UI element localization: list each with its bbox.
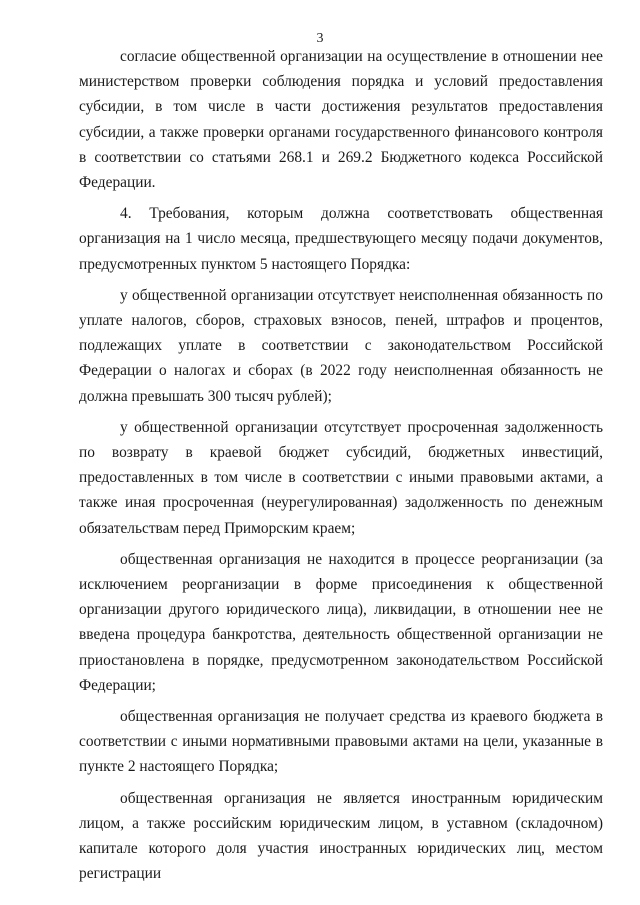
paragraph-reorganization: общественная организация не находится в процессе реорганизации (за исключением реорганизации в форме присоединения к общественной организации другого юридического лица), ликвидации, в отношении нее не введена процедура банкротства, деятельность общественной организации не приостановлена в порядке, предусмотренном законодательством Российской Федерации; <box>79 550 603 694</box>
paragraph-tax-obligations: у общественной организации отсутствует неисполненная обязанность по уплате налогов, сборов, страховых взносов, пеней, штрафов и процентов, подлежащих уплате в соответствии с законодательством Российской Федерации о налогах и сборах (в 2022 году неисполненная обязанность не должна превышать 300 тысяч рублей); <box>79 286 603 405</box>
page-number: 3 <box>316 31 324 46</box>
paragraph-not-foreign-entity: общественная организация не является иностранным юридическим лицом, а также российским юридическим лицом, в уставном (складочном) капитале которого доля участия иностранных юридических лиц, местом регистрации <box>79 789 603 883</box>
paragraph-requirements-intro: 4. Требования, которым должна соответствовать общественная организация на 1 число месяца, предшествующего месяцу подачи документов, предусмотренных пунктом 5 настоящего Порядка: <box>79 205 603 273</box>
paragraph-consent: согласие общественной организации на осуществление в отношении нее министерством проверки соблюдения порядка и условий предоставления субсидии, в том числе в части достижения результатов предоставления субсидии, а также проверки органами государственного финансового контроля в соответствии со статьями 268.1 и 269.2 Бюджетного кодекса Российской Федерации. <box>79 48 603 192</box>
paragraph-overdue-debt: у общественной организации отсутствует просроченная задолженность по возврату в краевой бюджет субсидий, бюджетных инвестиций, предоставленных в том числе в соответствии с иными правовыми актами, а также иная просроченная (неурегулированная) задолженность по денежным обязательствам перед Приморским краем; <box>79 418 603 537</box>
document-body <box>79 44 603 893</box>
paragraph-no-other-funding: общественная организация не получает средства из краевого бюджета в соответствии с иными нормативными правовыми актами на цели, указанные в пункте 2 настоящего Порядка; <box>79 708 603 776</box>
